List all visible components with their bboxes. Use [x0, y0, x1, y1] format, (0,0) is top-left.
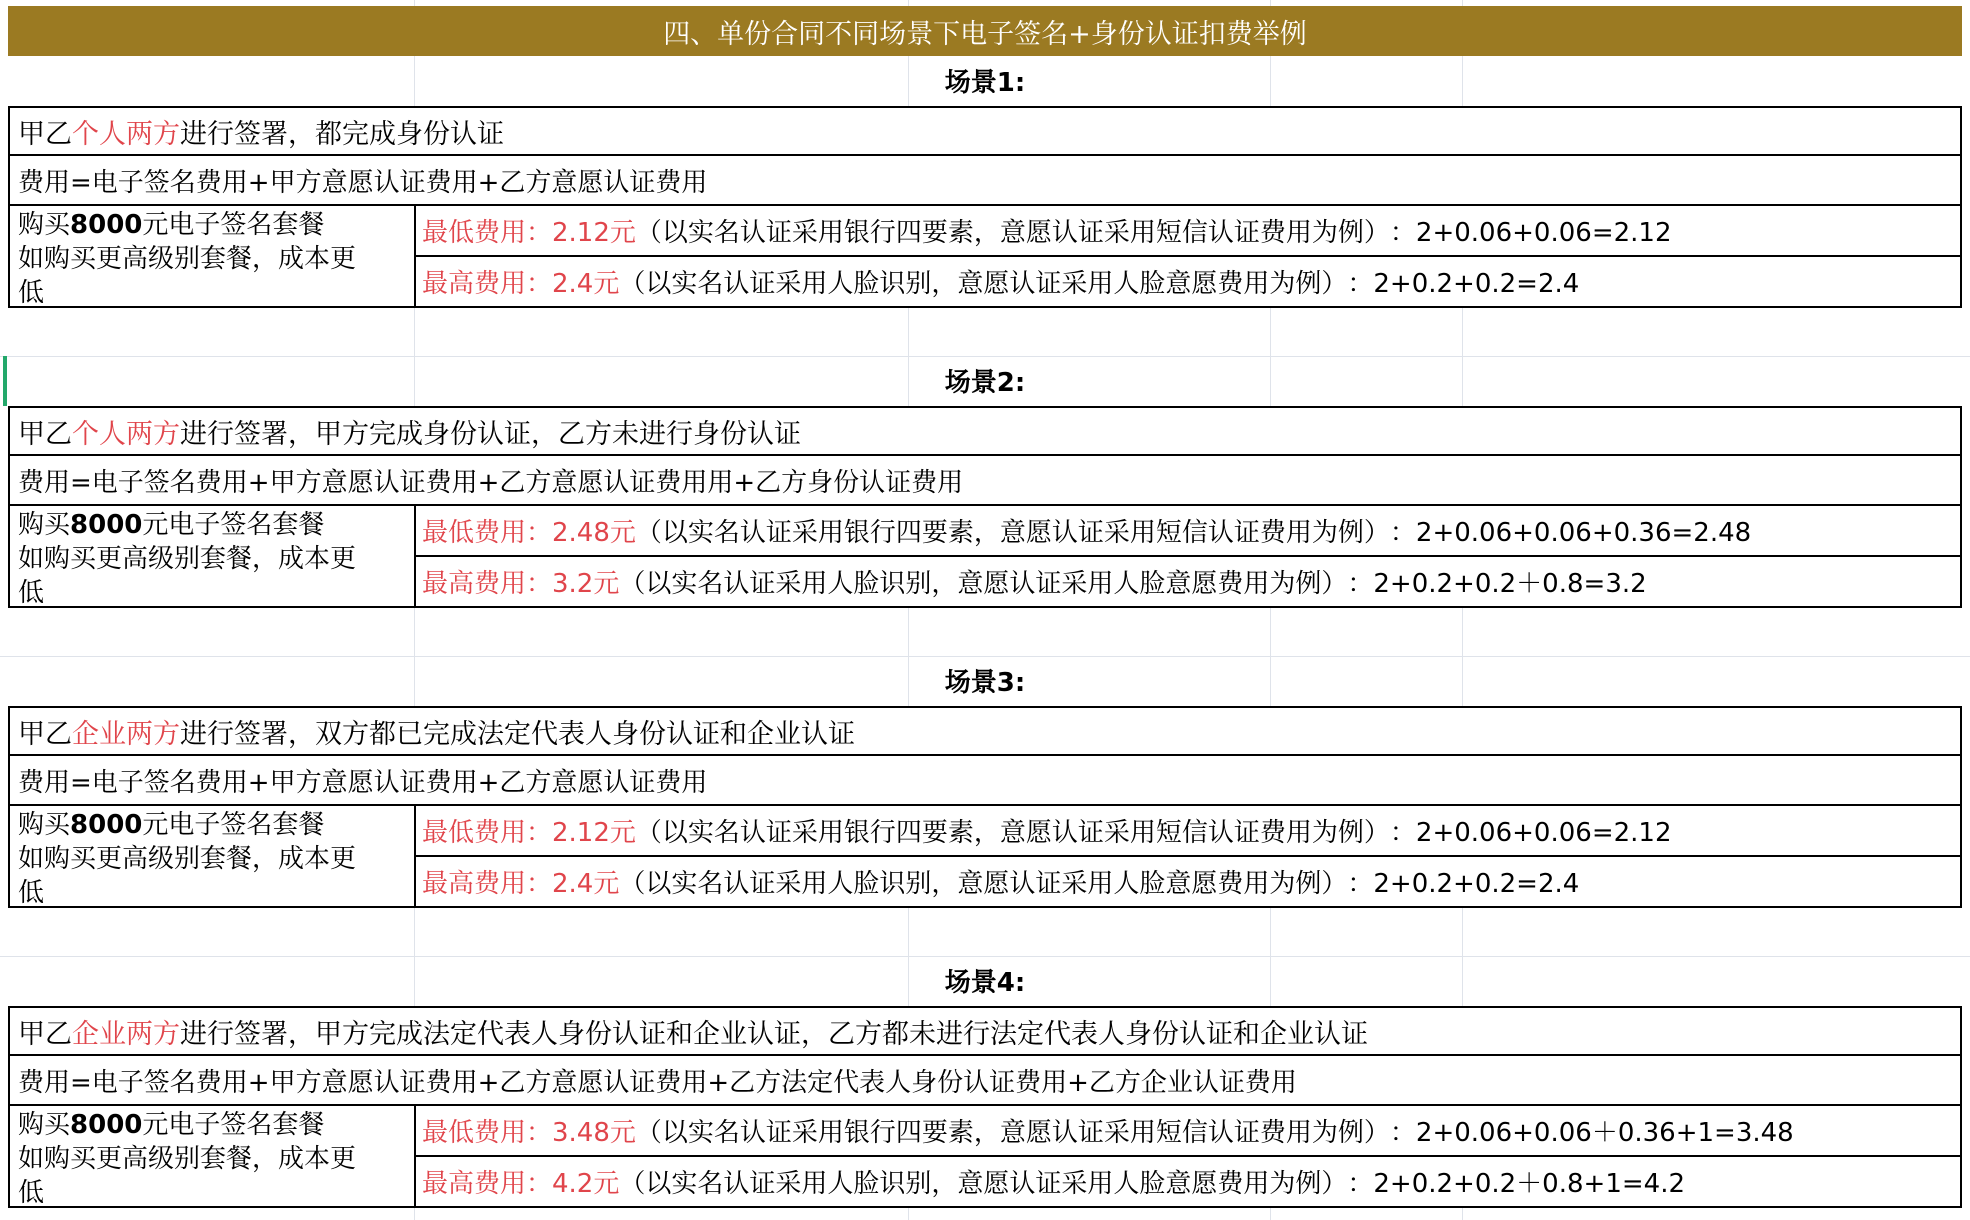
package-note: 如购买更高级别套餐，成本更 — [18, 244, 357, 274]
min-cost-note: （以实名认证采用银行四要素，意愿认证采用短信认证费用为例） — [635, 518, 1390, 548]
desc-suffix: 进行签署，都完成身份认证 — [180, 118, 504, 150]
min-cost-cell[interactable] — [414, 206, 1962, 257]
max-cost-cell[interactable] — [414, 257, 1962, 308]
min-cost-label: 最低费用：2.12元 — [422, 818, 636, 848]
max-cost-note: （以实名认证采用人脸识别，意愿认证采用人脸意愿费用为例） — [619, 569, 1348, 599]
max-cost-note: （以实名认证采用人脸识别，意愿认证采用人脸意愿费用为例） — [619, 1169, 1348, 1199]
max-cost-calc: ：2+0.2+0.2=2.4 — [1347, 269, 1580, 299]
scene-title[interactable]: 场景3: — [944, 667, 1026, 698]
max-cost-note: （以实名认证采用人脸识别，意愿认证采用人脸意愿费用为例） — [619, 869, 1348, 899]
scene-description[interactable] — [8, 1006, 1962, 1056]
min-cost-label: 最低费用：2.48元 — [422, 518, 636, 548]
min-cost-calc: ：2+0.06+0.06=2.12 — [1389, 818, 1672, 848]
package-cell[interactable] — [8, 506, 416, 608]
package-cell[interactable] — [8, 206, 416, 308]
desc-highlight: 个人两方 — [72, 418, 180, 450]
desc-suffix: 进行签署，甲方完成法定代表人身份认证和企业认证，乙方都未进行法定代表人身份认证和企业认证 — [180, 1018, 1368, 1050]
scene-description[interactable] — [8, 106, 1962, 156]
desc-prefix: 甲乙 — [18, 1018, 72, 1050]
desc-highlight: 企业两方 — [72, 1018, 180, 1050]
cost-formula[interactable]: 费用=电子签名费用+甲方意愿认证费用+乙方意愿认证费用+乙方法定代表人身份认证费用+乙方企业认证费用 — [8, 1056, 1962, 1106]
package-note-end: 低 — [18, 578, 45, 608]
package-note: 如购买更高级别套餐，成本更 — [18, 844, 357, 874]
min-cost-label: 最低费用：2.12元 — [422, 218, 636, 248]
min-cost-label: 最低费用：3.48元 — [422, 1118, 636, 1148]
max-cost-cell[interactable] — [414, 557, 1962, 608]
desc-highlight: 个人两方 — [72, 118, 180, 150]
min-cost-calc: ：2+0.06+0.06＋0.36+1=3.48 — [1389, 1118, 1794, 1148]
max-cost-calc: ：2+0.2+0.2＋0.8+1=4.2 — [1347, 1169, 1685, 1199]
desc-prefix: 甲乙 — [18, 718, 72, 750]
scene-description[interactable] — [8, 706, 1962, 756]
package-amount: 8000 — [70, 810, 143, 840]
desc-prefix: 甲乙 — [18, 418, 72, 450]
min-cost-note: （以实名认证采用银行四要素，意愿认证采用短信认证费用为例） — [635, 818, 1390, 848]
package-note: 如购买更高级别套餐，成本更 — [18, 544, 357, 574]
max-cost-note: （以实名认证采用人脸识别，意愿认证采用人脸意愿费用为例） — [619, 269, 1348, 299]
desc-prefix: 甲乙 — [18, 118, 72, 150]
package-suffix: 元电子签名套餐 — [142, 810, 325, 840]
package-amount: 8000 — [70, 210, 143, 240]
selected-row-indicator — [3, 356, 7, 406]
cost-formula[interactable]: 费用=电子签名费用+甲方意愿认证费用+乙方意愿认证费用 — [8, 156, 1962, 206]
desc-suffix: 进行签署，甲方完成身份认证，乙方未进行身份认证 — [180, 418, 801, 450]
min-cost-calc: ：2+0.06+0.06=2.12 — [1389, 218, 1672, 248]
min-cost-cell[interactable] — [414, 806, 1962, 857]
min-cost-calc: ：2+0.06+0.06+0.36=2.48 — [1389, 518, 1752, 548]
package-suffix: 元电子签名套餐 — [142, 510, 325, 540]
min-cost-note: （以实名认证采用银行四要素，意愿认证采用短信认证费用为例） — [635, 1118, 1390, 1148]
package-prefix: 购买 — [18, 810, 71, 840]
max-cost-cell[interactable] — [414, 1157, 1962, 1208]
package-cell[interactable] — [8, 1106, 416, 1208]
package-note: 如购买更高级别套餐，成本更 — [18, 1144, 357, 1174]
package-amount: 8000 — [70, 1110, 143, 1140]
min-cost-cell[interactable] — [414, 506, 1962, 557]
max-cost-label: 最高费用：3.2元 — [422, 569, 620, 599]
package-note-end: 低 — [18, 1178, 45, 1208]
max-cost-calc: ：2+0.2+0.2=2.4 — [1347, 869, 1580, 899]
scene-title[interactable]: 场景1: — [944, 67, 1026, 98]
package-prefix: 购买 — [18, 1110, 71, 1140]
desc-suffix: 进行签署，双方都已完成法定代表人身份认证和企业认证 — [180, 718, 855, 750]
sheet-banner-title[interactable]: 四、单份合同不同场景下电子签名+身份认证扣费举例 — [8, 6, 1962, 56]
package-amount: 8000 — [70, 510, 143, 540]
min-cost-note: （以实名认证采用银行四要素，意愿认证采用短信认证费用为例） — [635, 218, 1390, 248]
cost-formula[interactable]: 费用=电子签名费用+甲方意愿认证费用+乙方意愿认证费用用+乙方身份认证费用 — [8, 456, 1962, 506]
package-note-end: 低 — [18, 878, 45, 908]
desc-highlight: 企业两方 — [72, 718, 180, 750]
package-note-end: 低 — [18, 278, 45, 308]
scene-title[interactable]: 场景2: — [944, 367, 1026, 398]
max-cost-label: 最高费用：4.2元 — [422, 1169, 620, 1199]
package-suffix: 元电子签名套餐 — [142, 1110, 325, 1140]
max-cost-calc: ：2+0.2+0.2＋0.8=3.2 — [1347, 569, 1647, 599]
max-cost-cell[interactable] — [414, 857, 1962, 908]
scene-description[interactable] — [8, 406, 1962, 456]
package-suffix: 元电子签名套餐 — [142, 210, 325, 240]
package-prefix: 购买 — [18, 210, 71, 240]
cost-formula[interactable]: 费用=电子签名费用+甲方意愿认证费用+乙方意愿认证费用 — [8, 756, 1962, 806]
max-cost-label: 最高费用：2.4元 — [422, 269, 620, 299]
scene-title[interactable]: 场景4: — [944, 967, 1026, 998]
max-cost-label: 最高费用：2.4元 — [422, 869, 620, 899]
package-cell[interactable] — [8, 806, 416, 908]
min-cost-cell[interactable] — [414, 1106, 1962, 1157]
package-prefix: 购买 — [18, 510, 71, 540]
